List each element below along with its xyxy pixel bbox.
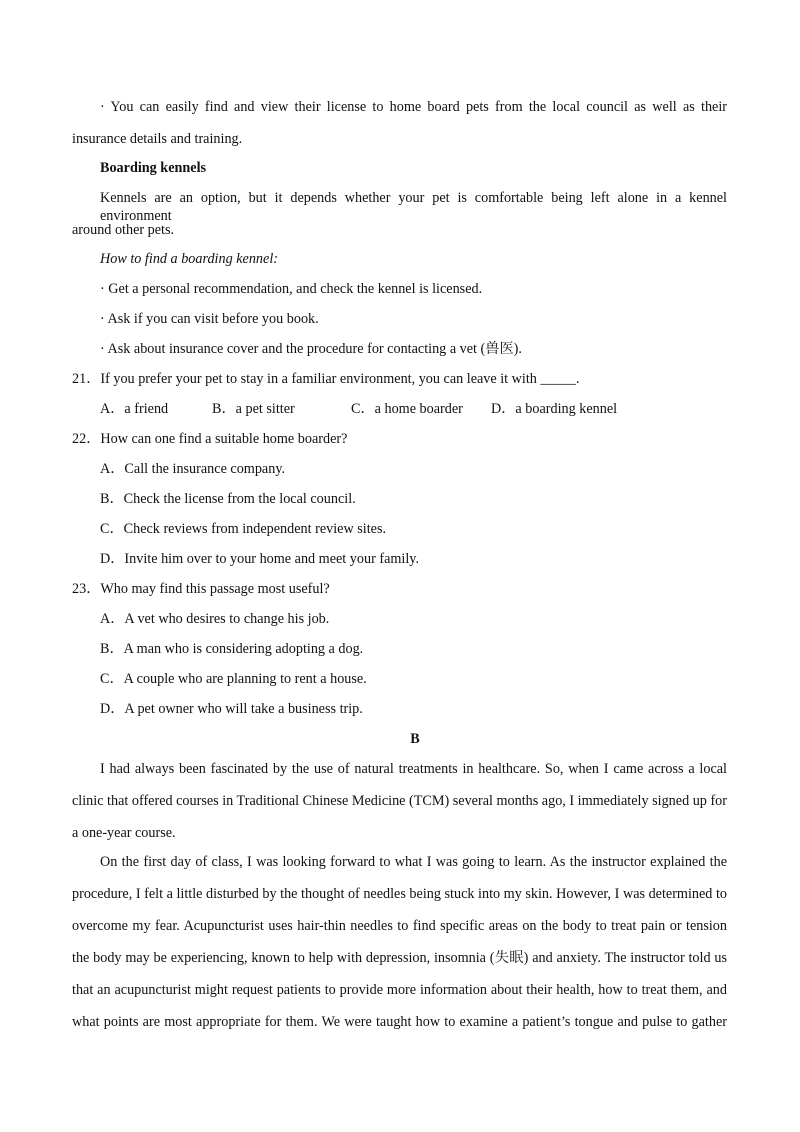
kennels-heading: Boarding kennels xyxy=(100,160,207,176)
bullet-item: · Ask if you can visit before you book. xyxy=(100,311,319,327)
question-23-option-b: B．A man who is considering adopting a dog. xyxy=(100,641,364,657)
section-b-para2-line: that an acupuncturist might request patients to provide more information about their health, how to treat them, and xyxy=(72,982,727,998)
question-22-stem: 22．How can one find a suitable home boarder? xyxy=(72,431,348,447)
question-21-option-a: A．a friend xyxy=(100,401,169,417)
question-21-option-b: B．a pet sitter xyxy=(212,401,295,417)
section-b-para1-line: I had always been fascinated by the use of natural treatments in healthcare. So, when I came across a local xyxy=(100,761,727,777)
home-boarder-bullet-line1: · You can easily find and view their license to home board pets from the local council as well as their xyxy=(100,99,727,115)
question-21-option-c: C．a home boarder xyxy=(351,401,463,417)
how-to-heading: How to find a boarding kennel: xyxy=(100,251,278,267)
bullet-item: · Get a personal recommendation, and check the kennel is licensed. xyxy=(100,281,483,297)
question-22-option-d: D．Invite him over to your home and meet your family. xyxy=(100,551,420,567)
question-23-option-a: A．A vet who desires to change his job. xyxy=(100,611,330,627)
section-b-para1-line: a one-year course. xyxy=(72,825,176,841)
question-22-option-a: A．Call the insurance company. xyxy=(100,461,286,477)
kennels-paragraph-line1: Kennels are an option, but it depends whether your pet is comfortable being left alone in a kennel environment xyxy=(100,190,727,224)
section-b-para2-line: procedure, I felt a little disturbed by the thought of needles being stuck into my skin. However, I was determined to xyxy=(72,886,727,902)
bullet-item: · Ask about insurance cover and the procedure for contacting a vet (兽医). xyxy=(100,341,522,357)
section-b-para2-line: overcome my fear. Acupuncturist uses hair-thin needles to find specific areas on the body to treat pain or tension xyxy=(72,918,727,934)
question-23-stem: 23．Who may find this passage most useful? xyxy=(72,581,330,597)
question-21-option-d: D．a boarding kennel xyxy=(491,401,618,417)
section-b-para2-line: the body may be experiencing, known to help with depression, insomnia (失眠) and anxiety. The instructor told us xyxy=(72,950,727,966)
question-23-option-d: D．A pet owner who will take a business trip. xyxy=(100,701,363,717)
question-21-stem: 21．If you prefer your pet to stay in a familiar environment, you can leave it with _____. xyxy=(72,371,580,387)
question-23-option-c: C．A couple who are planning to rent a house. xyxy=(100,671,367,687)
home-boarder-bullet-line2: insurance details and training. xyxy=(72,131,243,147)
section-b-heading: B xyxy=(410,731,420,747)
kennels-paragraph-line2: around other pets. xyxy=(72,222,175,238)
question-22-option-c: C．Check reviews from independent review sites. xyxy=(100,521,387,537)
section-b-para1-line: clinic that offered courses in Traditional Chinese Medicine (TCM) several months ago, I immediately signed up for xyxy=(72,793,727,809)
section-b-para2-line: On the first day of class, I was looking forward to what I was going to learn. As the instructor explained the xyxy=(100,854,727,870)
section-b-para2-line: what points are most appropriate for them. We were taught how to examine a patient’s tongue and pulse to gather xyxy=(72,1014,727,1030)
question-22-option-b: B．Check the license from the local council. xyxy=(100,491,356,507)
